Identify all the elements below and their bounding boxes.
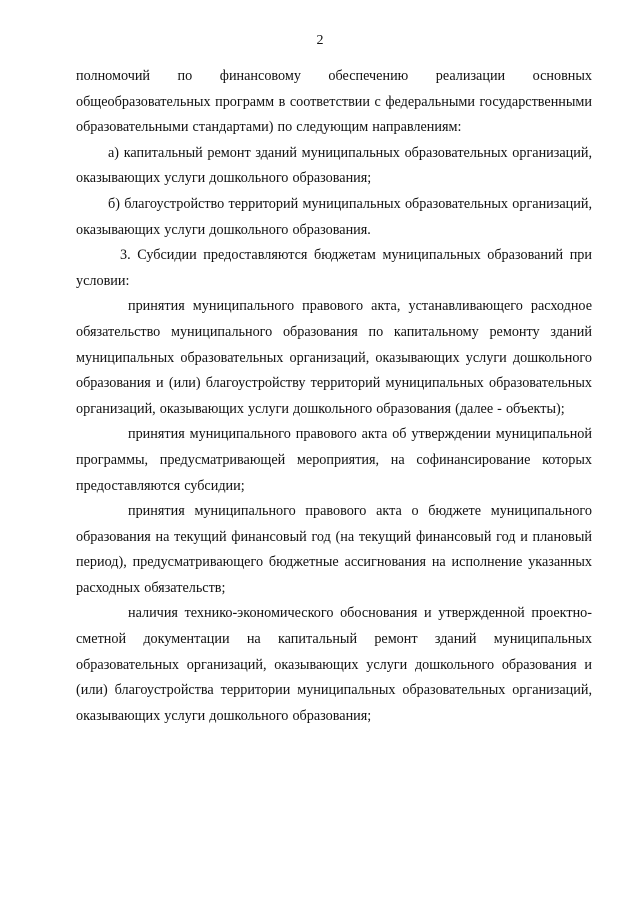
- paragraph-item-b: б) благоустройство территорий муниципальных образовательных организаций, оказывающих услуги дошкольного образования.: [76, 195, 592, 238]
- paragraph-section-3: 3. Субсидии предоставляются бюджетам муниципальных образований при условии:: [76, 247, 592, 289]
- paragraph-condition-2: принятия муниципального правового акта об утверждении муниципальной программы, предусматривающей мероприятия, на софинансирование которых предоставляются субсидии;: [76, 426, 592, 494]
- paragraph-condition-4: наличия технико-экономического обоснования и утвержденной проектно-сметной документации на капитальный ремонт зданий муниципальных образовательных организаций, оказывающих услуги дошкольного образования и (или) благоустройства территории муниципальных образовательных организаций, оказывающих услуги дошкольного образования;: [76, 605, 592, 724]
- paragraph-condition-1: принятия муниципального правового акта, устанавливающего расходное обязательство муниципального образования по капитальному ремонту зданий муниципальных образовательных организаций, оказывающих услуги дошкольного образования и (или) благоустройству территорий муниципальных образовательных организаций, оказывающих услуги дошкольного образования (далее - объекты);: [76, 298, 592, 417]
- paragraph-condition-3: принятия муниципального правового акта о бюджете муниципального образования на текущий финансовый год (на текущий финансовый год и плановый период), предусматривающего бюджетные ассигнования на исполнение указанных расходных обязательств;: [76, 503, 592, 596]
- document-body: [76, 64, 592, 729]
- page-number: 2: [316, 33, 324, 48]
- paragraph-continuation: полномочий по финансовому обеспечению реализации основных общеобразовательных программ в соответствии с федеральными государственными образовательными стандартами) по следующим направлениям:: [76, 68, 592, 136]
- paragraph-item-a: а) капитальный ремонт зданий муниципальных образовательных организаций, оказывающих услуги дошкольного образования;: [76, 144, 592, 187]
